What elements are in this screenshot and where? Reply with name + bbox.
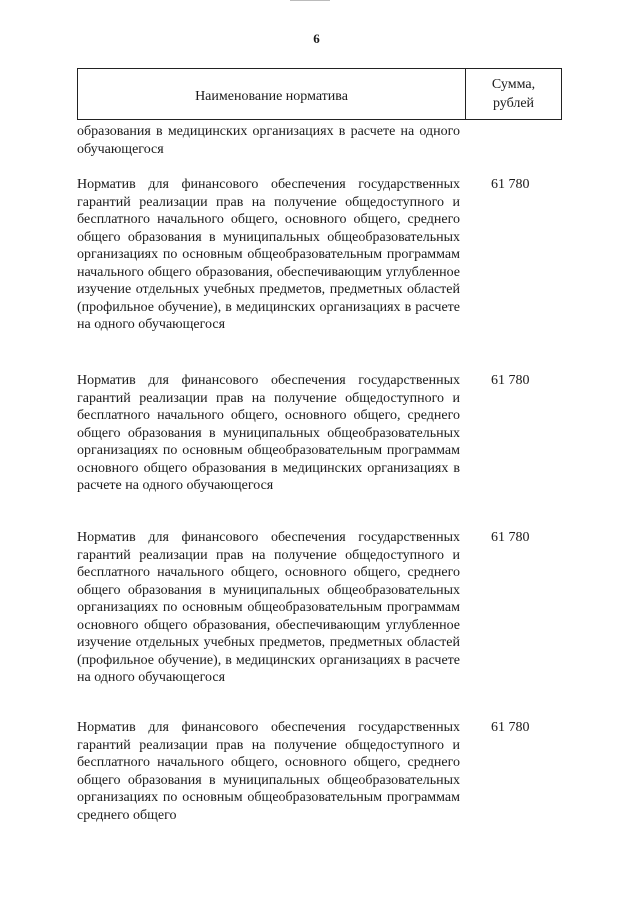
column-header-sum-line1: Сумма, xyxy=(491,77,536,92)
column-header-sum-line2: рублей xyxy=(492,96,535,111)
row-description: Норматив для финансового обеспечения государственных гарантий реализации прав на получение общедоступного и бесплатного начального общего, основного общего, среднего общего образования в муниципальных общеобразовательных организациях по основным общеобразовательным программам основного общего образования в медицинских организациях в расчете на одного обучающегося xyxy=(77,373,460,493)
table-row-continued xyxy=(77,123,562,158)
column-header-sum xyxy=(466,69,561,119)
row-description: образования в медицинских организациях в расчете на одного обучающегося xyxy=(77,124,460,157)
page-number: 6 xyxy=(313,31,320,46)
row-amount: 61 780 xyxy=(491,720,530,735)
table-row xyxy=(77,372,562,495)
row-amount: 61 780 xyxy=(491,373,530,388)
row-description: Норматив для финансового обеспечения государственных гарантий реализации прав на получение общедоступного и бесплатного начального общего, основного общего, среднего общего образования в муниципальных общеобразовательных организациях по основным общеобразовательным программам среднего общего xyxy=(77,720,460,823)
row-amount: 61 780 xyxy=(491,177,530,192)
column-header-name: Наименование норматива xyxy=(78,69,466,119)
table-row xyxy=(77,176,562,334)
row-amount: 61 780 xyxy=(491,530,530,545)
table-header xyxy=(77,68,562,120)
row-description: Норматив для финансового обеспечения государственных гарантий реализации прав на получение общедоступного и бесплатного начального общего, основного общего, среднего общего образования в муниципальных общеобразовательных организациях по основным общеобразовательным программам основного общего образования, обеспечивающим углубленное изучение отдельных учебных предметов, предметных областей (профильное обучение), в медицинских организациях в расчете на одного обучающегося xyxy=(77,530,460,685)
table-row xyxy=(77,719,562,824)
scan-artifact xyxy=(290,0,330,1)
table-row xyxy=(77,529,562,687)
row-description: Норматив для финансового обеспечения государственных гарантий реализации прав на получение общедоступного и бесплатного начального общего, основного общего, среднего общего образования в муниципальных общеобразовательных организациях по основным общеобразовательным программам начального общего образования, обеспечивающим углубленное изучение отдельных учебных предметов, предметных областей (профильное обучение), в медицинских организациях в расчете на одного обучающегося xyxy=(77,177,460,332)
